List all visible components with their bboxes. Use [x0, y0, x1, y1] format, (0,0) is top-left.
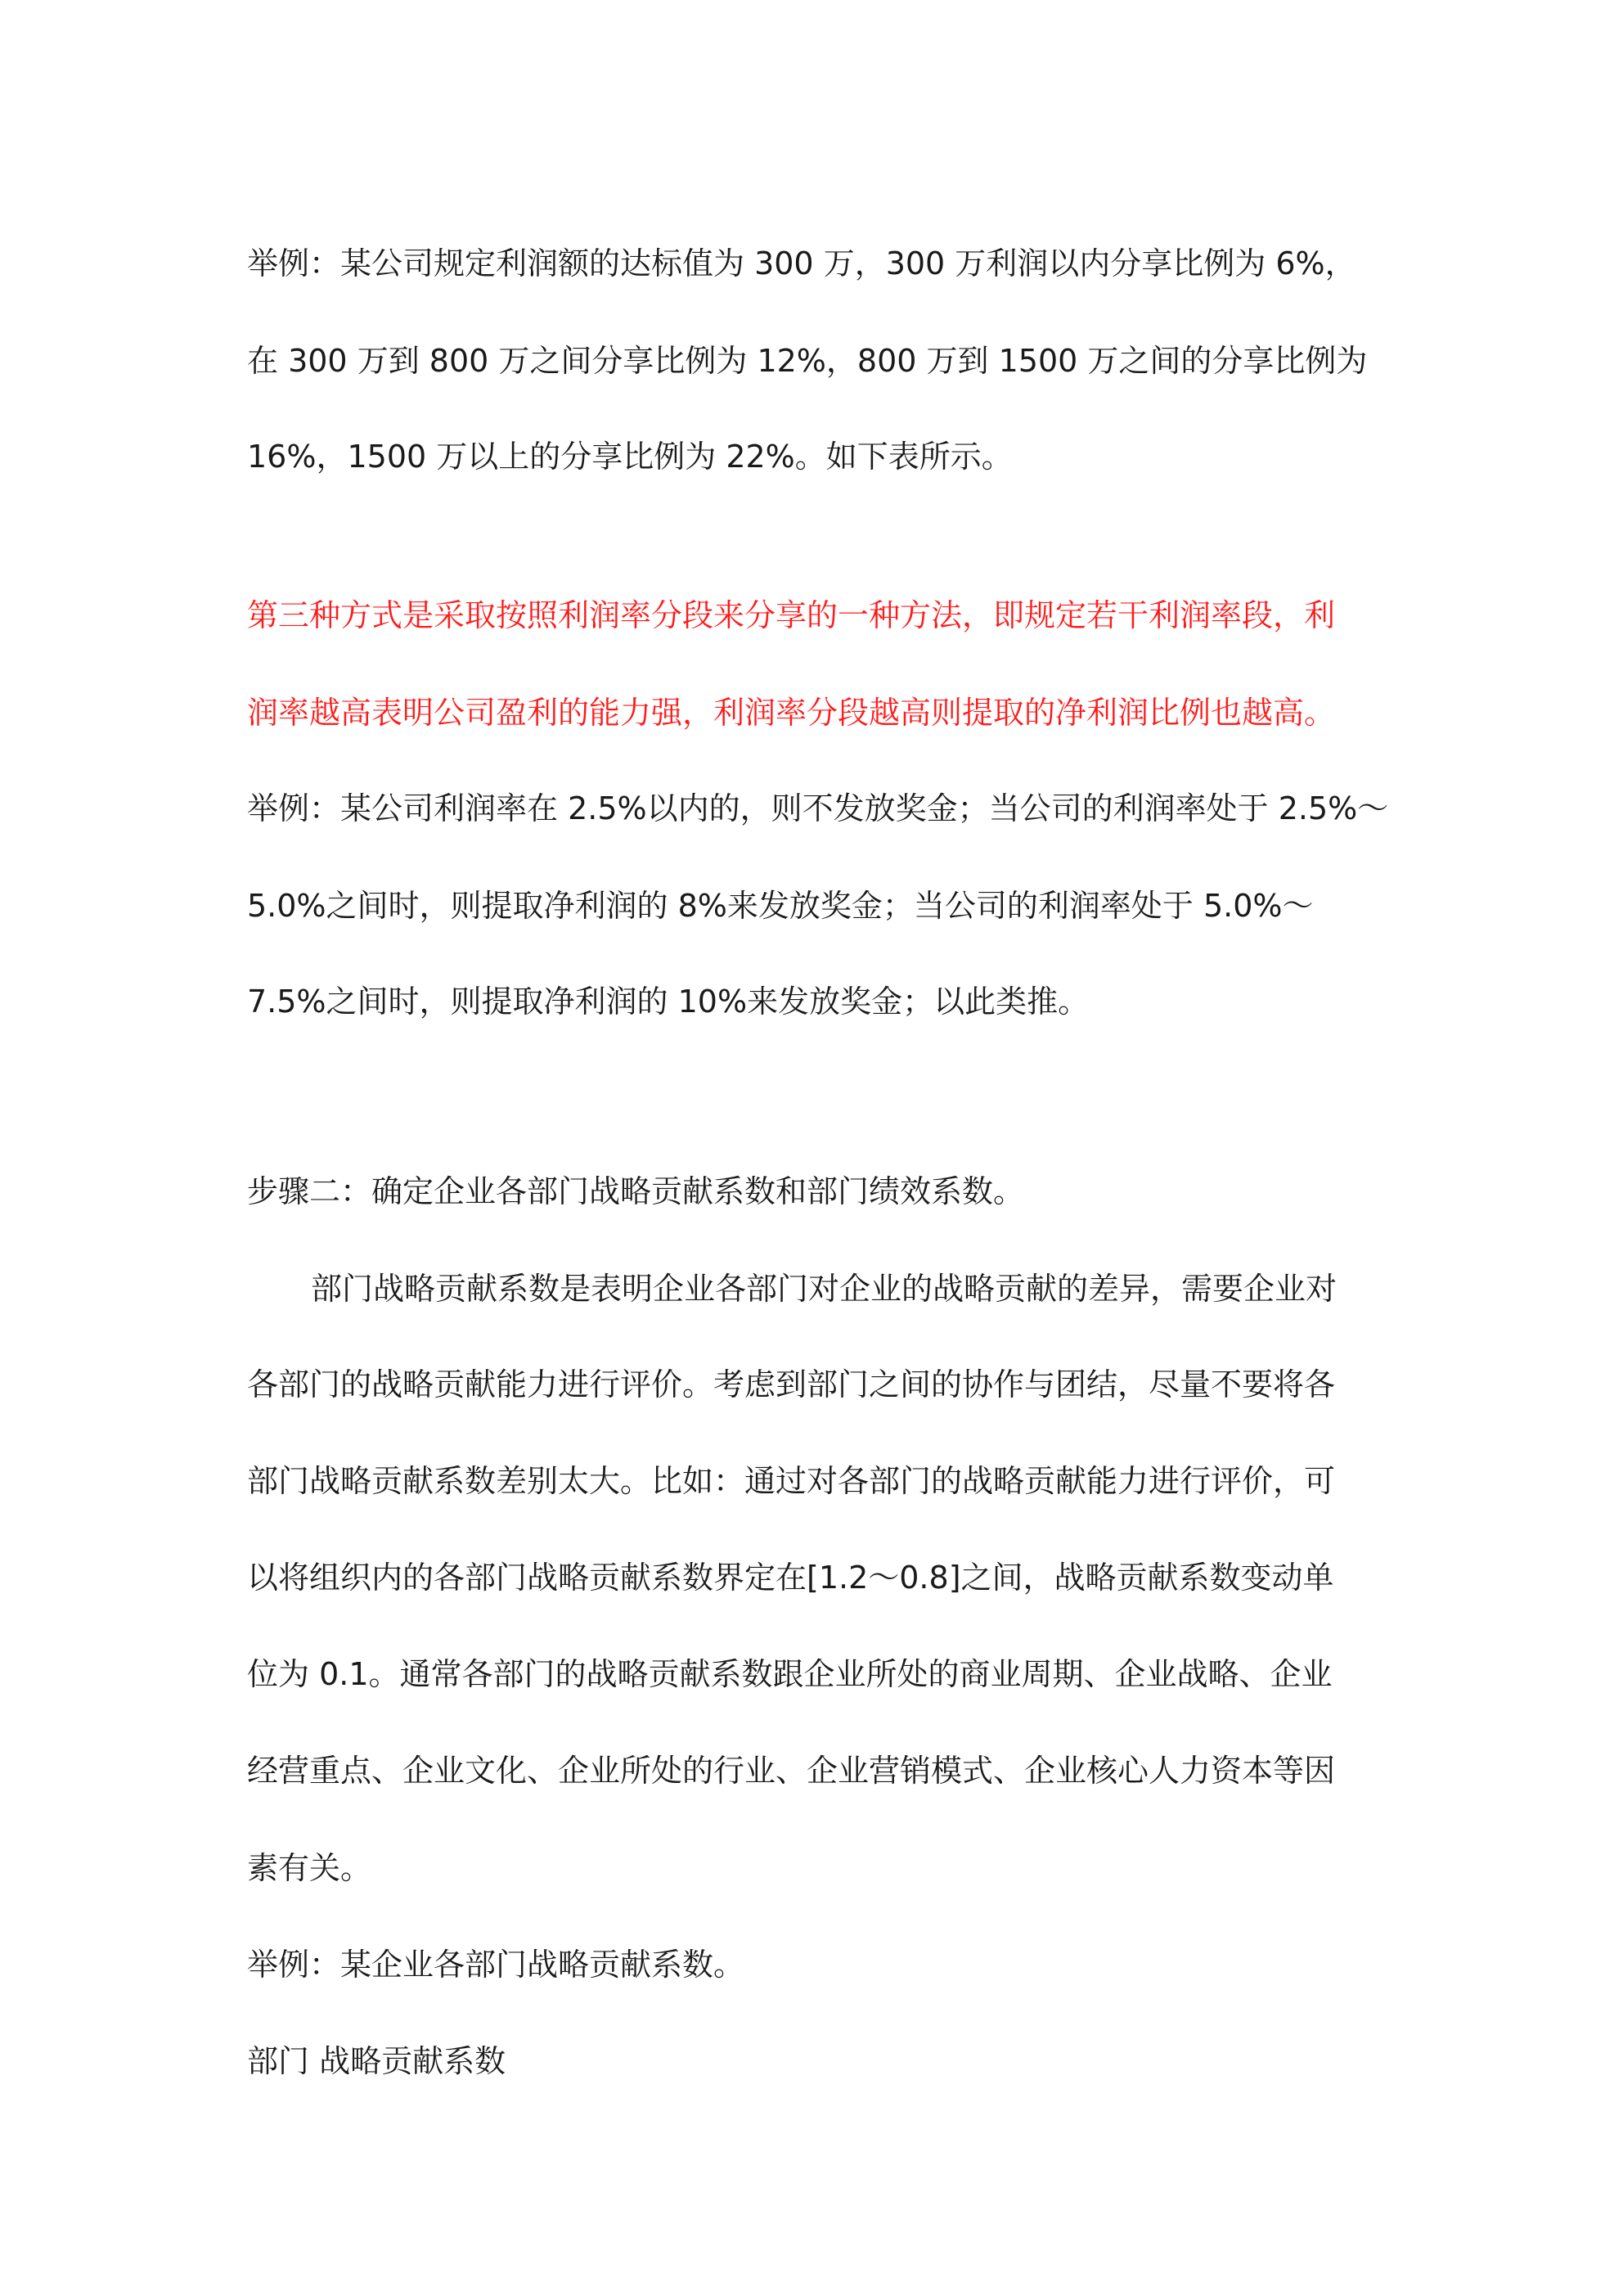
text-line: 部门战略贡献系数是表明企业各部门对企业的战略贡献的差异，需要企业对: [311, 1271, 1338, 1307]
table-header: 部门 战略贡献系数: [247, 2043, 506, 2079]
text-line: 7.5%之间时，则提取净利润的 10%来发放奖金；以此类推。: [247, 984, 1090, 1020]
highlighted-text-line: 润率越高表明公司盈利的能力强，利润率分段越高则提取的净利润比例也越高。: [247, 695, 1336, 731]
text-line: 16%，1500 万以上的分享比例为 22%。如下表所示。: [247, 439, 1013, 475]
text-line: 经营重点、企业文化、企业所处的行业、企业营销模式、企业核心人力资本等因: [247, 1753, 1336, 1789]
text-line: 举例：某企业各部门战略贡献系数。: [247, 1947, 745, 1983]
text-line: 5.0%之间时，则提取净利润的 8%来发放奖金；当公司的利润率处于 5.0%～: [247, 888, 1314, 924]
text-line: 举例：某公司规定利润额的达标值为 300 万，300 万利润以内分享比例为 6%，: [247, 245, 1356, 281]
highlighted-text-line: 第三种方式是采取按照利润率分段来分享的一种方法，即规定若干利润率段，利: [247, 597, 1336, 633]
text-line: 在 300 万到 800 万之间分享比例为 12%，800 万到 1500 万之间的分享比例为: [247, 343, 1368, 379]
text-line: 举例：某公司利润率在 2.5%以内的，则不发放奖金；当公司的利润率处于 2.5%～: [247, 790, 1389, 826]
text-line: 部门战略贡献系数差别太大。比如：通过对各部门的战略贡献能力进行评价，可: [247, 1463, 1336, 1499]
text-line: 素有关。: [247, 1850, 372, 1886]
text-line: 各部门的战略贡献能力进行评价。考虑到部门之间的协作与团结，尽量不要将各: [247, 1366, 1336, 1402]
text-line: 以将组织内的各部门战略贡献系数界定在[1.2～0.8]之间，战略贡献系数变动单: [247, 1560, 1334, 1596]
text-line: 位为 0.1。通常各部门的战略贡献系数跟企业所处的商业周期、企业战略、企业: [247, 1656, 1333, 1692]
section-heading: 步骤二：确定企业各部门战略贡献系数和部门绩效系数。: [247, 1173, 1025, 1209]
